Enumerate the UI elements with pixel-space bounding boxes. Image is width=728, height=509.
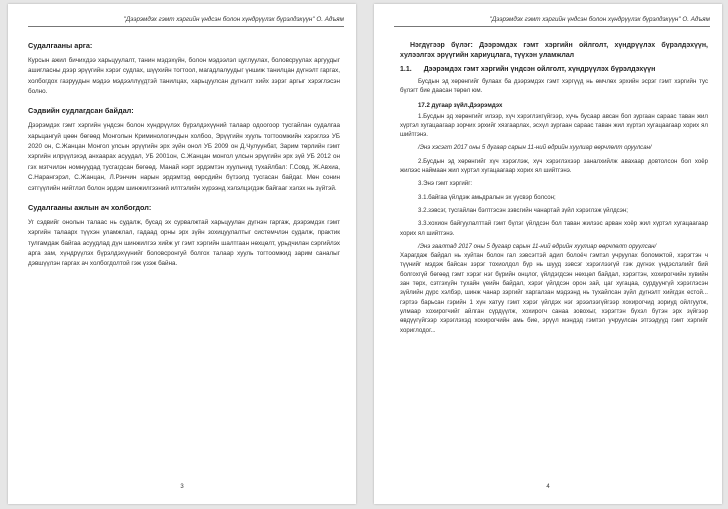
page-number: 3 xyxy=(180,484,184,490)
article-subclause: 3.3.хохион байгуулалттай гэмт бүлэг үйлдсэн бол таван жилээс арван хоёр жил хүртэл хугацаагаар хорих ял шийтгэнэ. xyxy=(400,220,708,237)
article-clause: 3.Энэ гэмт хэргийг: xyxy=(418,180,473,188)
article-subclause: 3.2.зэвсэг, тусгайлан бэлтгэсэн зэвсгийн чанартай зүйл хэрэглэж үйлдсэн; xyxy=(418,206,628,214)
article-clause: 2.Бусдын эд хөрөнгийг хүч хэрэглэж, хүч хэрэглэхээр заналхийлж авахаар довтолсон бол хоёр жилээс наймаан жил хүртэл хугацаагаар хорих ял шийтгэнэ. xyxy=(400,157,708,175)
section-title-row xyxy=(400,66,708,73)
section-number: 1.1. xyxy=(400,66,412,73)
section-heading: Судалгааны арга: xyxy=(28,41,93,50)
section-paragraph: Дээрэмдэх гэмт хэргийн үндсэн болон хүндрүүлэх бүрэлдэхүүний талаар одоогоор тусгайлан судалгаа харьцангуй цөөн бөгөөд Монголын Криминологичдын холбоо, Эрүүгийн хууль тогтоомжийн хэрэглээ УБ 2020 он, С.Жанцан Монгол улсын эрүүгийн эрх зүйн онол УБ 2009 он Д.Чулуунбат, Зарим төрлийн гэмт хэргийн илрүүлэхэд анхаарах асуудал, УБ 2001он, С.Жанцан монгол улсын эрүүгийн эрх зүй УБ 2012 он гэх мэтчилэн номнуудад тусгагдсан бөгөөд. Манай нэрт эрдэмтэн хуульчид тухайлбал: Г.Совд, Ж.Авхиа, С.Нарангэрэл, С.Жанцан, Л.Рэнчин нарын эрдэмтэд өөрсдийн бүтээлд тусгасан байдаг. Мөн сонин сэтгүүлийн нийтлэл болон эрдэм шинжилгээний илтгэлийн хүрээнд хэлэлцэгдэж байгааг хэлэх нь зүйтэй. xyxy=(28,122,340,192)
section-heading: Сэдвийн судлагдсан байдал: xyxy=(28,106,134,116)
chapter-title: Нэгдүгээр бүлэг: Дээрэмдэх гэмт хэргийн ойлголт, хүндрүүлэх бүрэлдэхүүн, хулээлгэх эрүүгийн хариуцлага, түүхэн уламжлал xyxy=(400,42,708,59)
section-title: Дээрэмдэх гэмт хэргийн үндсэн ойлголт, хүндрүүлэх бүрэлдэхүүн xyxy=(423,66,656,73)
amendment-note: /Энэ хэсэгт 2017 оны 5 дугаар сарын 11-ний өдрийн хуулиар өөрчлөлт оруулсан/ xyxy=(418,144,652,152)
section-paragraph: Уг сэдвийг онолын талаас нь судалж, бусад эх сурвалжтай харьцуулан дүгнэн гаргаж, дээрэмдэх гэмт хэргийн талаарх түүхэн уламжлал, гадаад орны эрх зүйн зохицуулалтыг системчлэн судалж, практик тулгамдаж байгаа асуудлад дүн шинжилгээ хийж уг гэмт хэргийн шалтгаан нөхцөлт, урьдчилан сэргийлэх арга зам, хүндрүүлэх бүрэлдэхүүнийг боловсронгуй болгох талаар хууль тогтоомжид зарим саналыг дэвшүүлэн гаргах ач холбогдолтой гэж үзэж байна. xyxy=(28,218,340,268)
page-content xyxy=(28,32,340,270)
page-number: 4 xyxy=(546,484,550,490)
article-heading: 17.2 дугаар зүйл.Дээрэмдэх xyxy=(418,101,503,109)
document-page-left xyxy=(8,4,356,504)
article-clause: 1.Бусдын эд хөрөнгийг илээр, хүч хэрэглэхгүйгээр, хүчь бусаар авсан бол зургаан сараас таван жил хүртэл хугацаагаар зорчих эрхийг хязгаарлах, эсхүл зургаан сараас таван жил хүртэл хугацаагаар хорих ял шийтгэнэ. xyxy=(400,112,708,139)
section-paragraph: Курсын ажил бичихдээ харьцуулалт, танин мэдэхүйн, болон мэдээлэл цуглуулах, боловсруулах аргуудыг ашигласны дээр эрүүгийн хэрэг судлах, шүүхийн тогтоол, магадлалуудыг үншиж танилцан дүгнэлт гаргах, холбогдох газруудын мэдээ мэдээллүүдтэй танилцах, харьцуулсан дүгнэлт хийх зэрэг аргыг хэрэглэсэн болно. xyxy=(28,56,340,95)
amendment-note: /Энэ заалтад 2017 оны 5 дугаар сарын 11-ний өдрийн хуулиар өөрчлөлт оруулсан/ xyxy=(418,242,657,250)
header-rule xyxy=(394,26,710,27)
article-subclause: 3.1.байгаа үйлдэж амьдралын эх үүсвэр болсон; xyxy=(418,193,556,201)
running-header: "Дээрэмдэх гэмт хэргийн үндсэн болон хүндрүүлэх бүрэлдэхүүн" О. Адъям xyxy=(123,16,344,23)
body-paragraph: Харагдаж байдал нь хуйтан болон гал зэвсэгтэй адил болоёч гэмтэл учруулах боломжтой, хэрэгтэн ч түүнийг мэдэж байсан зэрэг тохиолдол бүр нь шууд зэвсэг хэрэглээгүй гэж дүгнэх үндэслэлийг бий болгохгүй бөгөөд гэмт хэрэг нэг бүрийн онцлог, үйлдэгдсэн нөхцөл байдал, хэрэгтэн, хохирогчийн хувийн зан төрх, сэтгэхүйн тухайн үеийн байдал, хэрэг үйлдсэн орон зай, цаг хугацаа, сурдуунгүй хэрэглэсэн зүйлийн дүрс хэлбэр, шинж чанар зэргийг харгалзан мэдээнд нь тухайлсан зүйл дүгнэлт хийгдэх естой... гэртээ барьсан гэрийн 1 хүн хатуу гэмт хэрэг үйлдэх нэг эрээлээгүйгээр хохирогчид зориуд ойлгуулж, улмаар хохирогчийг айлган сүрдүүлж, хохирогч санаа зовохыг, хэрэгтэн бүхэл бүтэн эрх зүйгээр өвдүүгүйгээр хэрэглэхэд хохирогчийн амь бие, эрүүл мэндэд гэмтэл учруулсан этгээдүүд гэмт хэргийг хориглодог... xyxy=(400,252,708,334)
header-rule xyxy=(28,26,344,27)
running-header: "Дээрэмдэх гэмт хэргийн үндсэн болон хүндрүүлэх бүрэлдэхүүн" О. Адъям xyxy=(489,16,710,23)
page-content xyxy=(400,41,708,335)
section-heading: Судалгааны ажлын ач холбогдол: xyxy=(28,202,152,212)
intro-paragraph: Бусдын эд хөрөнгийг булаах ба дээрэмдэх гэмт хэргүүд нь өмчлөх эрхийн эсрэг гэмт хэргийн тус бүлэгт бие даасан төрөл юм. xyxy=(400,78,708,95)
document-page-right xyxy=(374,4,722,504)
